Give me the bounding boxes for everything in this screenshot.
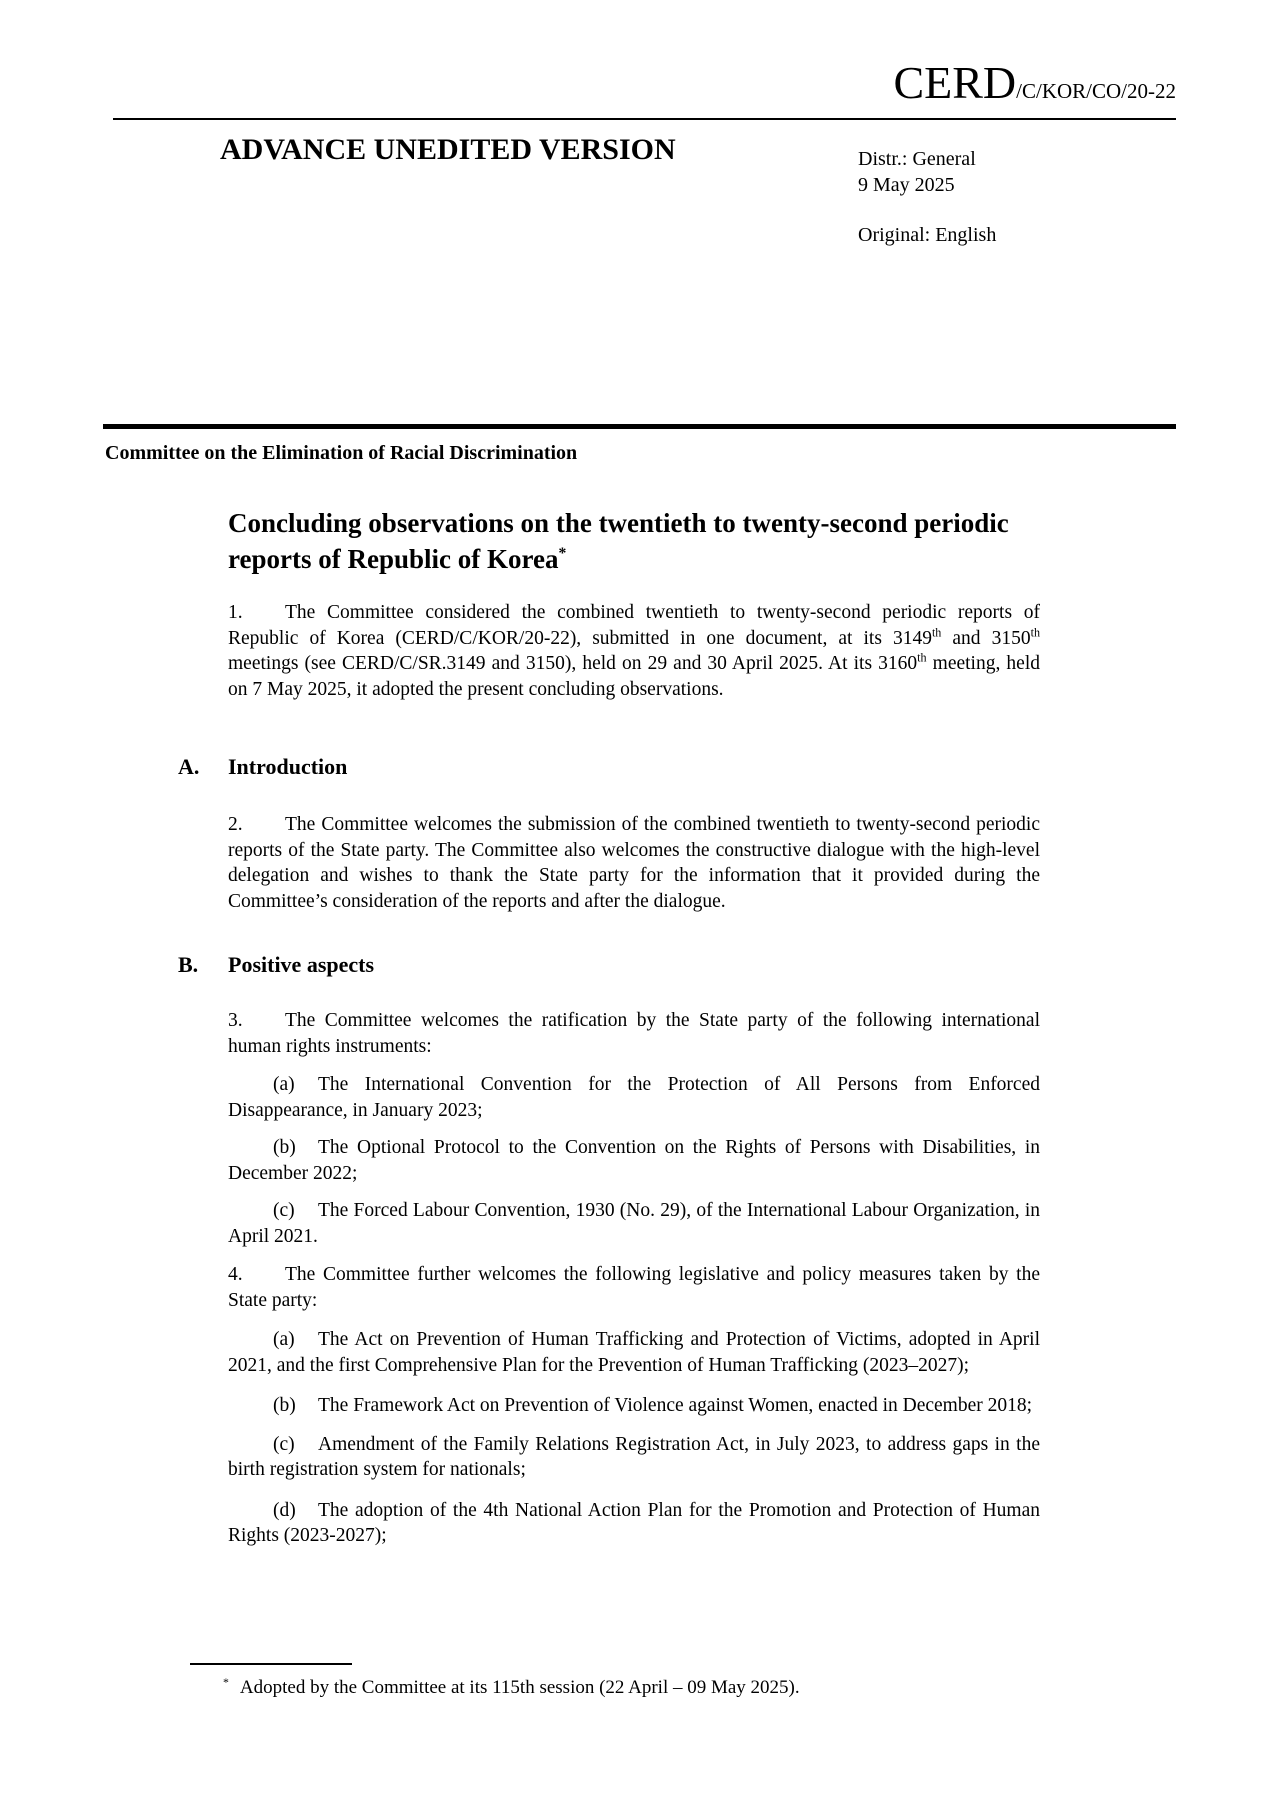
list-item-marker: (d) [273,1499,296,1521]
section-letter: B. [178,952,199,977]
paragraph-number: 1. [228,602,243,623]
document-body [178,505,1040,1549]
paragraph-text: The Committee welcomes the ratification by the State party of the following international human rights instruments: [228,1010,1040,1057]
list-item-3c [228,1198,1040,1249]
document-date: 9 May 2025 [858,174,955,196]
list-item-4a [228,1327,1040,1378]
document-title [228,505,1040,577]
document-symbol-suffix: /C/KOR/CO/20-22 [1016,79,1176,103]
list-item-marker: (b) [273,1137,296,1158]
list-item-text: The Forced Labour Convention, 1930 (No. 29), of the International Labour Organization, in April 2021. [228,1200,1040,1247]
paragraph-text: The Committee considered the combined twentieth to twenty-second periodic reports of Republic of Korea (CERD/C/KOR/20-22), submitted in one document, at its 3149th and 3150th meetings (see CERD/C/SR.3149 and 3150), held on 29 and 30 April 2025. At its 3160th meeting, held on 7 May 2025, it adopted the present concluding observations. [228,602,1040,700]
paragraph-number: 3. [228,1010,243,1031]
list-item-4c [228,1432,1040,1483]
list-item-text: The International Convention for the Protection of All Persons from Enforced Disappearance, in January 2023; [228,1074,1040,1121]
paragraph-text: The Committee welcomes the submission of the combined twentieth to twenty-second periodic reports of the State party. The Committee also welcomes the constructive dialogue with the high-level delegation and wishes to thank the State party for the information that it provided during the Committee’s consideration of the reports and after the dialogue. [228,814,1040,912]
paragraph-number: 2. [228,814,243,835]
document-symbol [893,56,1176,109]
title-footnote-marker: * [558,545,567,562]
list-item-marker: (c) [273,1200,295,1221]
list-item-marker: (a) [273,1329,295,1350]
distribution-block [858,146,996,248]
document-title-text: Concluding observations on the twentieth to twenty-second periodic reports of Republic of Korea [228,508,1009,574]
distribution-line: Distr.: General [858,148,976,170]
section-heading-text: Positive aspects [228,952,375,977]
paragraph-3 [228,1008,1040,1059]
section-letter: A. [178,754,200,779]
section-heading-introduction [178,752,1040,781]
list-item-4d [228,1498,1040,1549]
paragraph-2 [228,812,1040,914]
paragraph-1 [228,600,1040,702]
original-language: Original: English [858,224,997,246]
list-item-text: The Framework Act on Prevention of Violence against Women, enacted in December 2018; [318,1395,1033,1416]
list-item-4b [228,1393,1040,1419]
list-item-marker: (b) [273,1395,296,1416]
footnote-separator [190,1663,352,1665]
section-heading-text: Introduction [228,754,348,779]
list-item-text: The Act on Prevention of Human Trafficking and Protection of Victims, adopted in April 2021, and the first Comprehensive Plan for the Prevention of Human Trafficking (2023–2027); [228,1329,1040,1376]
list-item-text: The Optional Protocol to the Convention on the Rights of Persons with Disabilities, in December 2022; [228,1137,1040,1184]
footnote-text: Adopted by the Committee at its 115th session (22 April – 09 May 2025). [239,1677,800,1698]
section-divider-rule [103,424,1176,429]
header-rule [113,118,1176,120]
committee-name: Committee on the Elimination of Racial Discrimination [105,442,578,464]
advance-version-banner: ADVANCE UNEDITED VERSION [220,133,676,166]
list-item-marker: (a) [273,1074,295,1095]
list-item-text: The adoption of the 4th National Action Plan for the Promotion and Protection of Human Rights (2023-2027); [228,1499,1040,1546]
footnote-marker: * [223,1675,229,1689]
footnote [223,1676,1043,1700]
paragraph-4 [228,1262,1040,1313]
list-item-text: Amendment of the Family Relations Registration Act, in July 2023, to address gaps in the birth registration system for nationals; [228,1433,1040,1480]
list-item-3a [228,1072,1040,1123]
list-item-3b [228,1135,1040,1186]
paragraph-text: The Committee further welcomes the following legislative and policy measures taken by the State party: [228,1264,1040,1311]
document-symbol-main: CERD [893,57,1017,108]
paragraph-number: 4. [228,1264,243,1285]
section-heading-positive-aspects [178,950,1040,979]
list-item-marker: (c) [273,1433,295,1455]
